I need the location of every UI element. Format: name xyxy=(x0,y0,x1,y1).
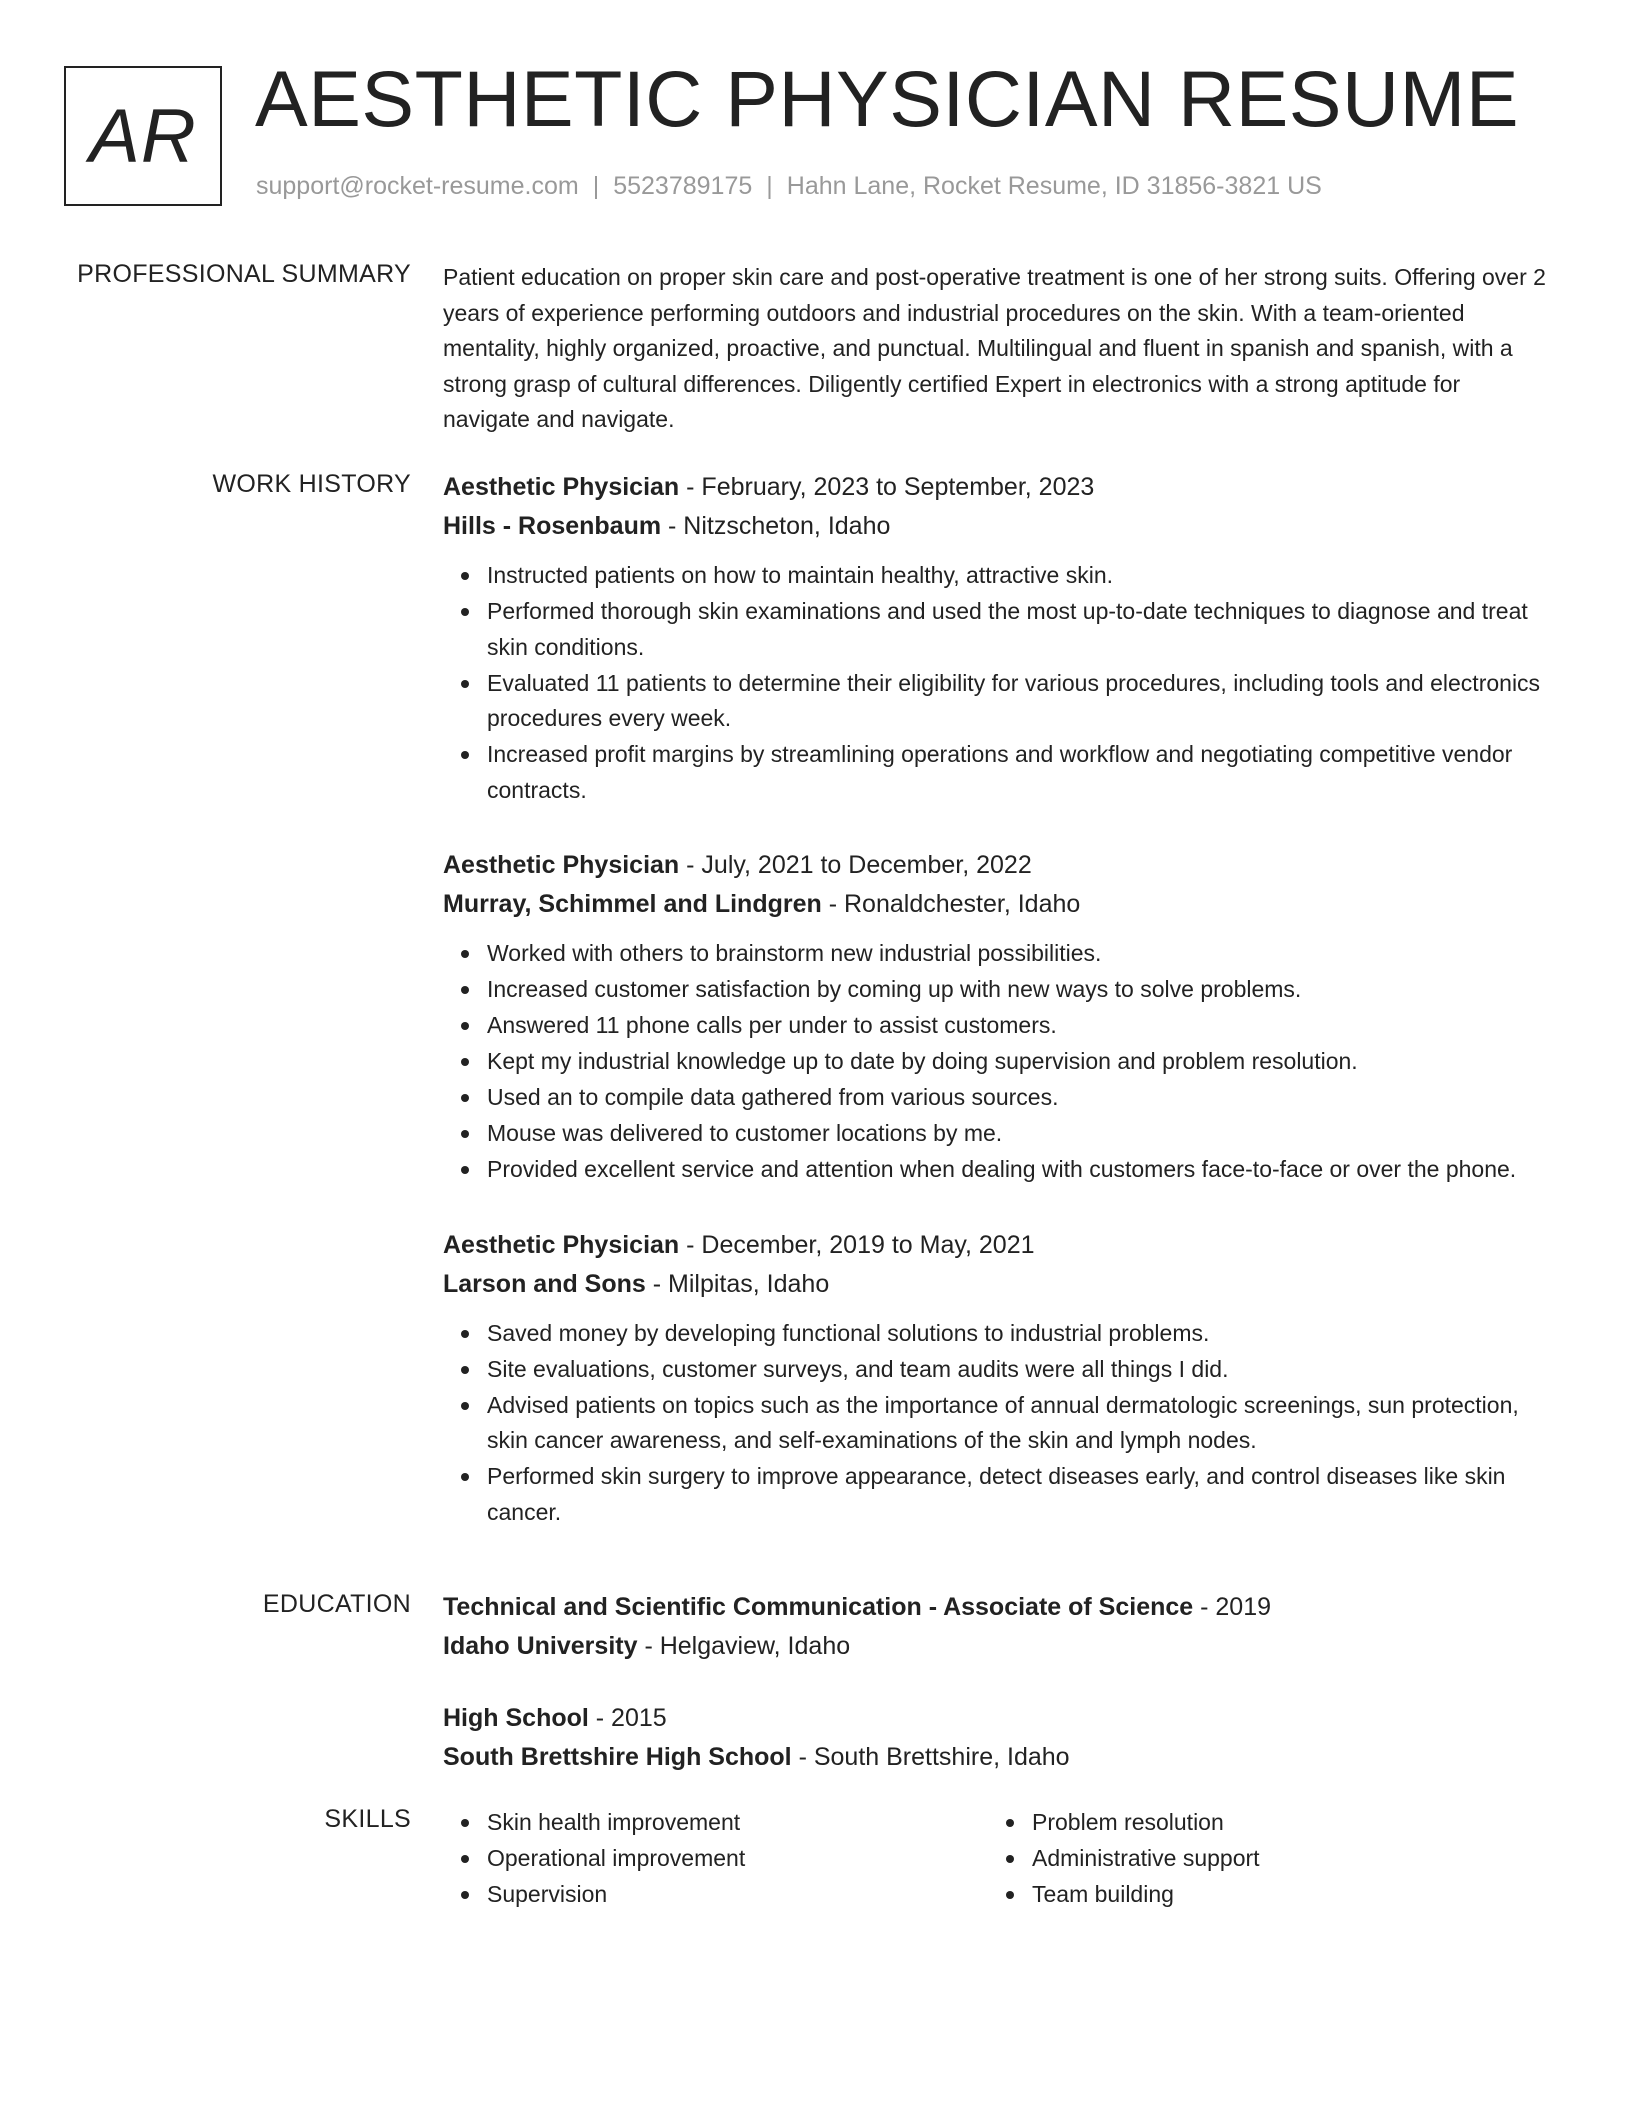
skills-body xyxy=(443,1805,1553,1913)
contact-phone: 5523789175 xyxy=(613,172,753,200)
summary-body xyxy=(443,260,1553,438)
contact-email: support@rocket-resume.com xyxy=(256,172,579,200)
summary-label: PROFESSIONAL SUMMARY xyxy=(77,260,411,288)
list-item: Mouse was delivered to customer locations by me. xyxy=(487,1116,1553,1152)
list-item: Operational improvement xyxy=(487,1841,988,1877)
work-history-body xyxy=(443,468,1553,1568)
list-item: Kept my industrial knowledge up to date by doing supervision and problem resolution. xyxy=(487,1044,1553,1080)
job-company: Hills - Rosenbaum xyxy=(443,512,662,540)
list-item: Performed skin surgery to improve appearance, detect diseases early, and control diseases like skin cancer. xyxy=(487,1459,1553,1530)
page-title: AESTHETIC PHYSICIAN RESUME xyxy=(255,54,1520,143)
job-title: Aesthetic Physician xyxy=(443,473,680,501)
work-history-label: WORK HISTORY xyxy=(212,470,411,498)
job-location: - Milpitas, Idaho xyxy=(645,1269,830,1298)
education-entry xyxy=(443,1699,1553,1777)
job-bullets xyxy=(443,558,1553,808)
education-label: EDUCATION xyxy=(262,1590,411,1618)
skills-column-right xyxy=(988,1805,1533,1913)
education-school-line xyxy=(443,1627,1553,1666)
list-item: Site evaluations, customer surveys, and team audits were all things I did. xyxy=(487,1352,1553,1388)
education-body xyxy=(443,1588,1553,1810)
job-dates: - February, 2023 to September, 2023 xyxy=(679,473,1095,501)
list-item: Increased customer satisfaction by coming up with new ways to solve problems. xyxy=(487,972,1553,1008)
list-item: Evaluated 11 patients to determine their eligibility for various procedures, including tools and electronics procedures every week. xyxy=(487,666,1553,737)
job-title-line xyxy=(443,846,1553,885)
education-location: - Helgaview, Idaho xyxy=(637,1632,851,1660)
monogram-initials: AR xyxy=(89,93,197,179)
list-item: Saved money by developing functional solutions to industrial problems. xyxy=(487,1316,1553,1352)
job-entry xyxy=(443,1226,1553,1531)
contact-line xyxy=(256,172,1322,201)
education-school: South Brettshire High School xyxy=(443,1743,792,1771)
list-item: Team building xyxy=(1032,1877,1533,1913)
job-dates: - July, 2021 to December, 2022 xyxy=(679,851,1032,879)
job-bullets xyxy=(443,1316,1553,1531)
list-item: Performed thorough skin examinations and used the most up-to-date techniques to diagnose and treat skin conditions. xyxy=(487,594,1553,665)
education-location: - South Brettshire, Idaho xyxy=(791,1743,1070,1771)
list-item: Increased profit margins by streamlining operations and workflow and negotiating competitive vendor contracts. xyxy=(487,737,1553,808)
education-school: Idaho University xyxy=(443,1632,638,1660)
job-org-line xyxy=(443,885,1553,924)
education-year: - 2019 xyxy=(1193,1593,1272,1621)
skills-grid xyxy=(443,1805,1553,1913)
list-item: Skin health improvement xyxy=(487,1805,988,1841)
job-title-line xyxy=(443,1226,1553,1265)
list-item: Used an to compile data gathered from various sources. xyxy=(487,1080,1553,1116)
list-item: Supervision xyxy=(487,1877,988,1913)
skills-list xyxy=(988,1805,1533,1913)
education-degree-line xyxy=(443,1699,1553,1738)
summary-text: Patient education on proper skin care and post-operative treatment is one of her strong suits. Offering over 2 years of experience performing outdoors and industrial procedures on the skin. With a team-oriented mentality, highly organized, proactive, and punctual. Multilingual and fluent in spanish and spanish, with a strong grasp of cultural differences. Diligently certified Expert in electronics with a strong aptitude for navigate and navigate. xyxy=(443,264,1546,432)
monogram-box xyxy=(64,66,222,206)
contact-address: Hahn Lane, Rocket Resume, ID 31856-3821 US xyxy=(786,172,1322,200)
list-item: Worked with others to brainstorm new industrial possibilities. xyxy=(487,936,1553,972)
job-title: Aesthetic Physician xyxy=(443,851,680,879)
education-degree: High School xyxy=(443,1704,589,1732)
job-location: - Nitzscheton, Idaho xyxy=(661,512,891,540)
job-bullets xyxy=(443,936,1553,1188)
contact-separator: | xyxy=(766,172,773,200)
education-entry xyxy=(443,1588,1553,1666)
job-company: Murray, Schimmel and Lindgren xyxy=(443,890,822,918)
contact-separator: | xyxy=(592,172,600,200)
job-title: Aesthetic Physician xyxy=(443,1230,680,1259)
job-entry xyxy=(443,846,1553,1188)
job-entry xyxy=(443,468,1553,808)
job-title-line xyxy=(443,468,1553,507)
job-dates: - December, 2019 to May, 2021 xyxy=(679,1230,1035,1259)
list-item: Advised patients on topics such as the importance of annual dermatologic screenings, sun protection, skin cancer awareness, and self-examinations of the skin and lymph nodes. xyxy=(487,1388,1553,1459)
education-school-line xyxy=(443,1738,1553,1777)
skills-list xyxy=(443,1805,988,1913)
job-org-line xyxy=(443,507,1553,546)
list-item: Answered 11 phone calls per under to assist customers. xyxy=(487,1008,1553,1044)
skills-label: SKILLS xyxy=(324,1805,411,1833)
education-year: - 2015 xyxy=(588,1704,667,1732)
job-company: Larson and Sons xyxy=(443,1269,646,1298)
list-item: Instructed patients on how to maintain healthy, attractive skin. xyxy=(487,558,1553,594)
job-location: - Ronaldchester, Idaho xyxy=(821,890,1081,918)
skills-column-left xyxy=(443,1805,988,1913)
list-item: Provided excellent service and attention when dealing with customers face-to-face or over the phone. xyxy=(487,1152,1553,1188)
list-item: Administrative support xyxy=(1032,1841,1533,1877)
job-org-line xyxy=(443,1265,1553,1304)
education-degree: Technical and Scientific Communication - Associate of Science xyxy=(443,1593,1194,1621)
list-item: Problem resolution xyxy=(1032,1805,1533,1841)
education-degree-line xyxy=(443,1588,1553,1627)
